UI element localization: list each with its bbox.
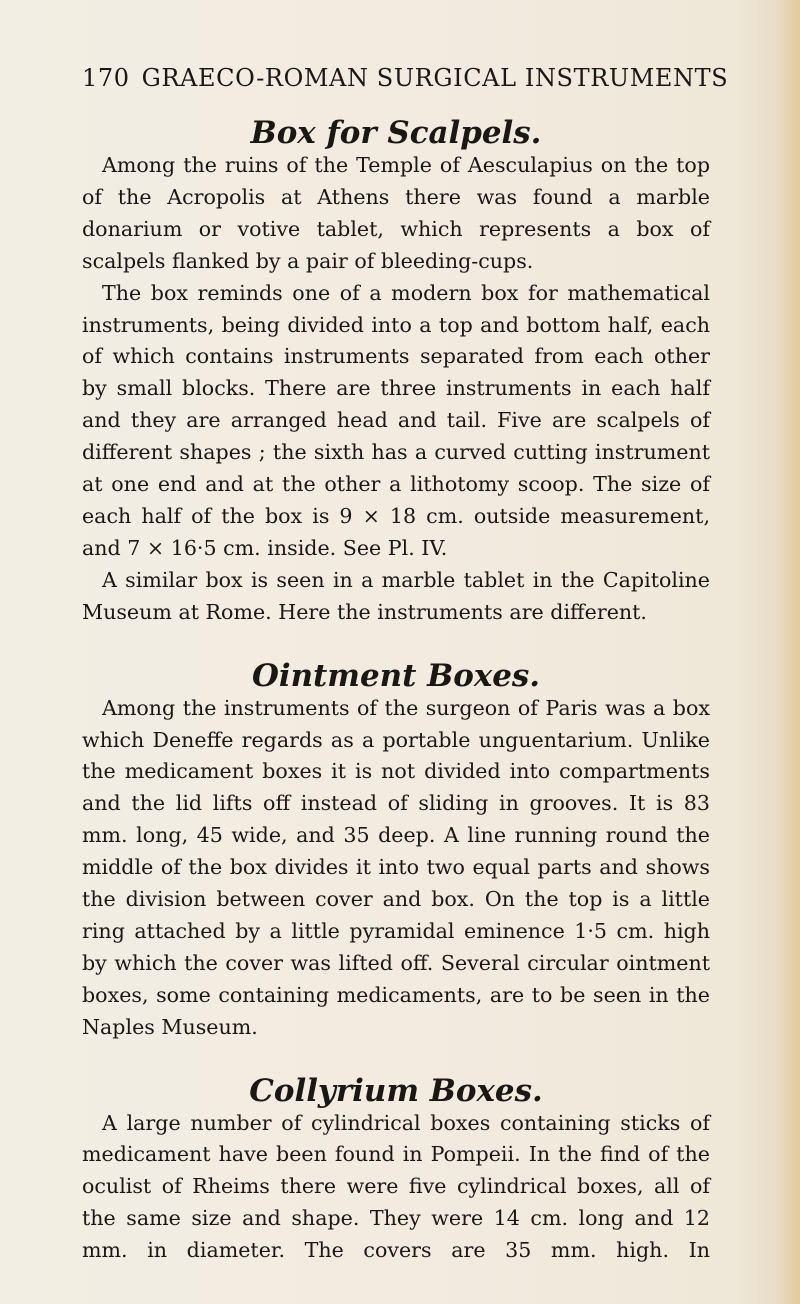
section-spacer: [82, 629, 710, 661]
page-number: 170: [82, 64, 130, 92]
page-edge-shading: [782, 0, 800, 1304]
section-collyrium-boxes: [82, 1072, 710, 1268]
section-ointment-boxes: [82, 657, 710, 1044]
section-box-for-scalpels: [82, 115, 710, 629]
body-text: [82, 115, 710, 1267]
running-header: [82, 64, 729, 92]
paragraph: Among the instruments of the surgeon of Paris was a box which Deneffe regards as a portable unguentarium. Unlike the medicament boxes it is not divided into compartments and the lid lifts off instead of sliding in grooves. It is 83 mm. long, 45 wide, and 35 deep. A line running round the middle of the box divides it into two equal parts and shows the division between cover and box. On the top is a little ring attached by a little pyramidal eminence 1·5 cm. high by which the cover was lifted off. Several circular ointment boxes, some containing medicaments, are to be seen in the Naples Museum.: [82, 695, 710, 1039]
paragraph: A large number of cylindrical boxes containing sticks of medicament have been found in Pompeii. In the find of the oculist of Rheims there were five cylindrical boxes, all of the same size and shape. They were 14 cm. long and 12 mm. in diameter. The covers are 35 mm. high. In: [82, 1110, 710, 1263]
paragraph: The box reminds one of a modern box for mathematical instruments, being divided into a top and bottom half, each of which contains instruments separated from each other by small blocks. There are three instruments in each half and they are arranged head and tail. Five are scalpels of different shapes ; the sixth has a curved cutting instrument at one end and at the other a lithotomy scoop. The size of each half of the box is 9 × 18 cm. outside measurement, and 7 × 16·5 cm. inside. See Pl. IV.: [82, 280, 710, 560]
section-heading: Collyrium Boxes.: [249, 1072, 543, 1109]
section-spacer: [82, 1044, 710, 1076]
section-heading: Ointment Boxes.: [251, 657, 541, 694]
paragraph: Among the ruins of the Temple of Aesculapius on the top of the Acropolis at Athens there was found a marble donarium or votive tablet, which represents a box of scalpels flanked by a pair of bleeding-cups.: [82, 153, 710, 273]
section-heading: Box for Scalpels.: [250, 115, 542, 151]
paragraph: A similar box is seen in a marble tablet in the Capitoline Museum at Rome. Here the instruments are different.: [82, 567, 710, 624]
running-title: GRAECO-ROMAN SURGICAL INSTRUMENTS: [141, 64, 729, 92]
